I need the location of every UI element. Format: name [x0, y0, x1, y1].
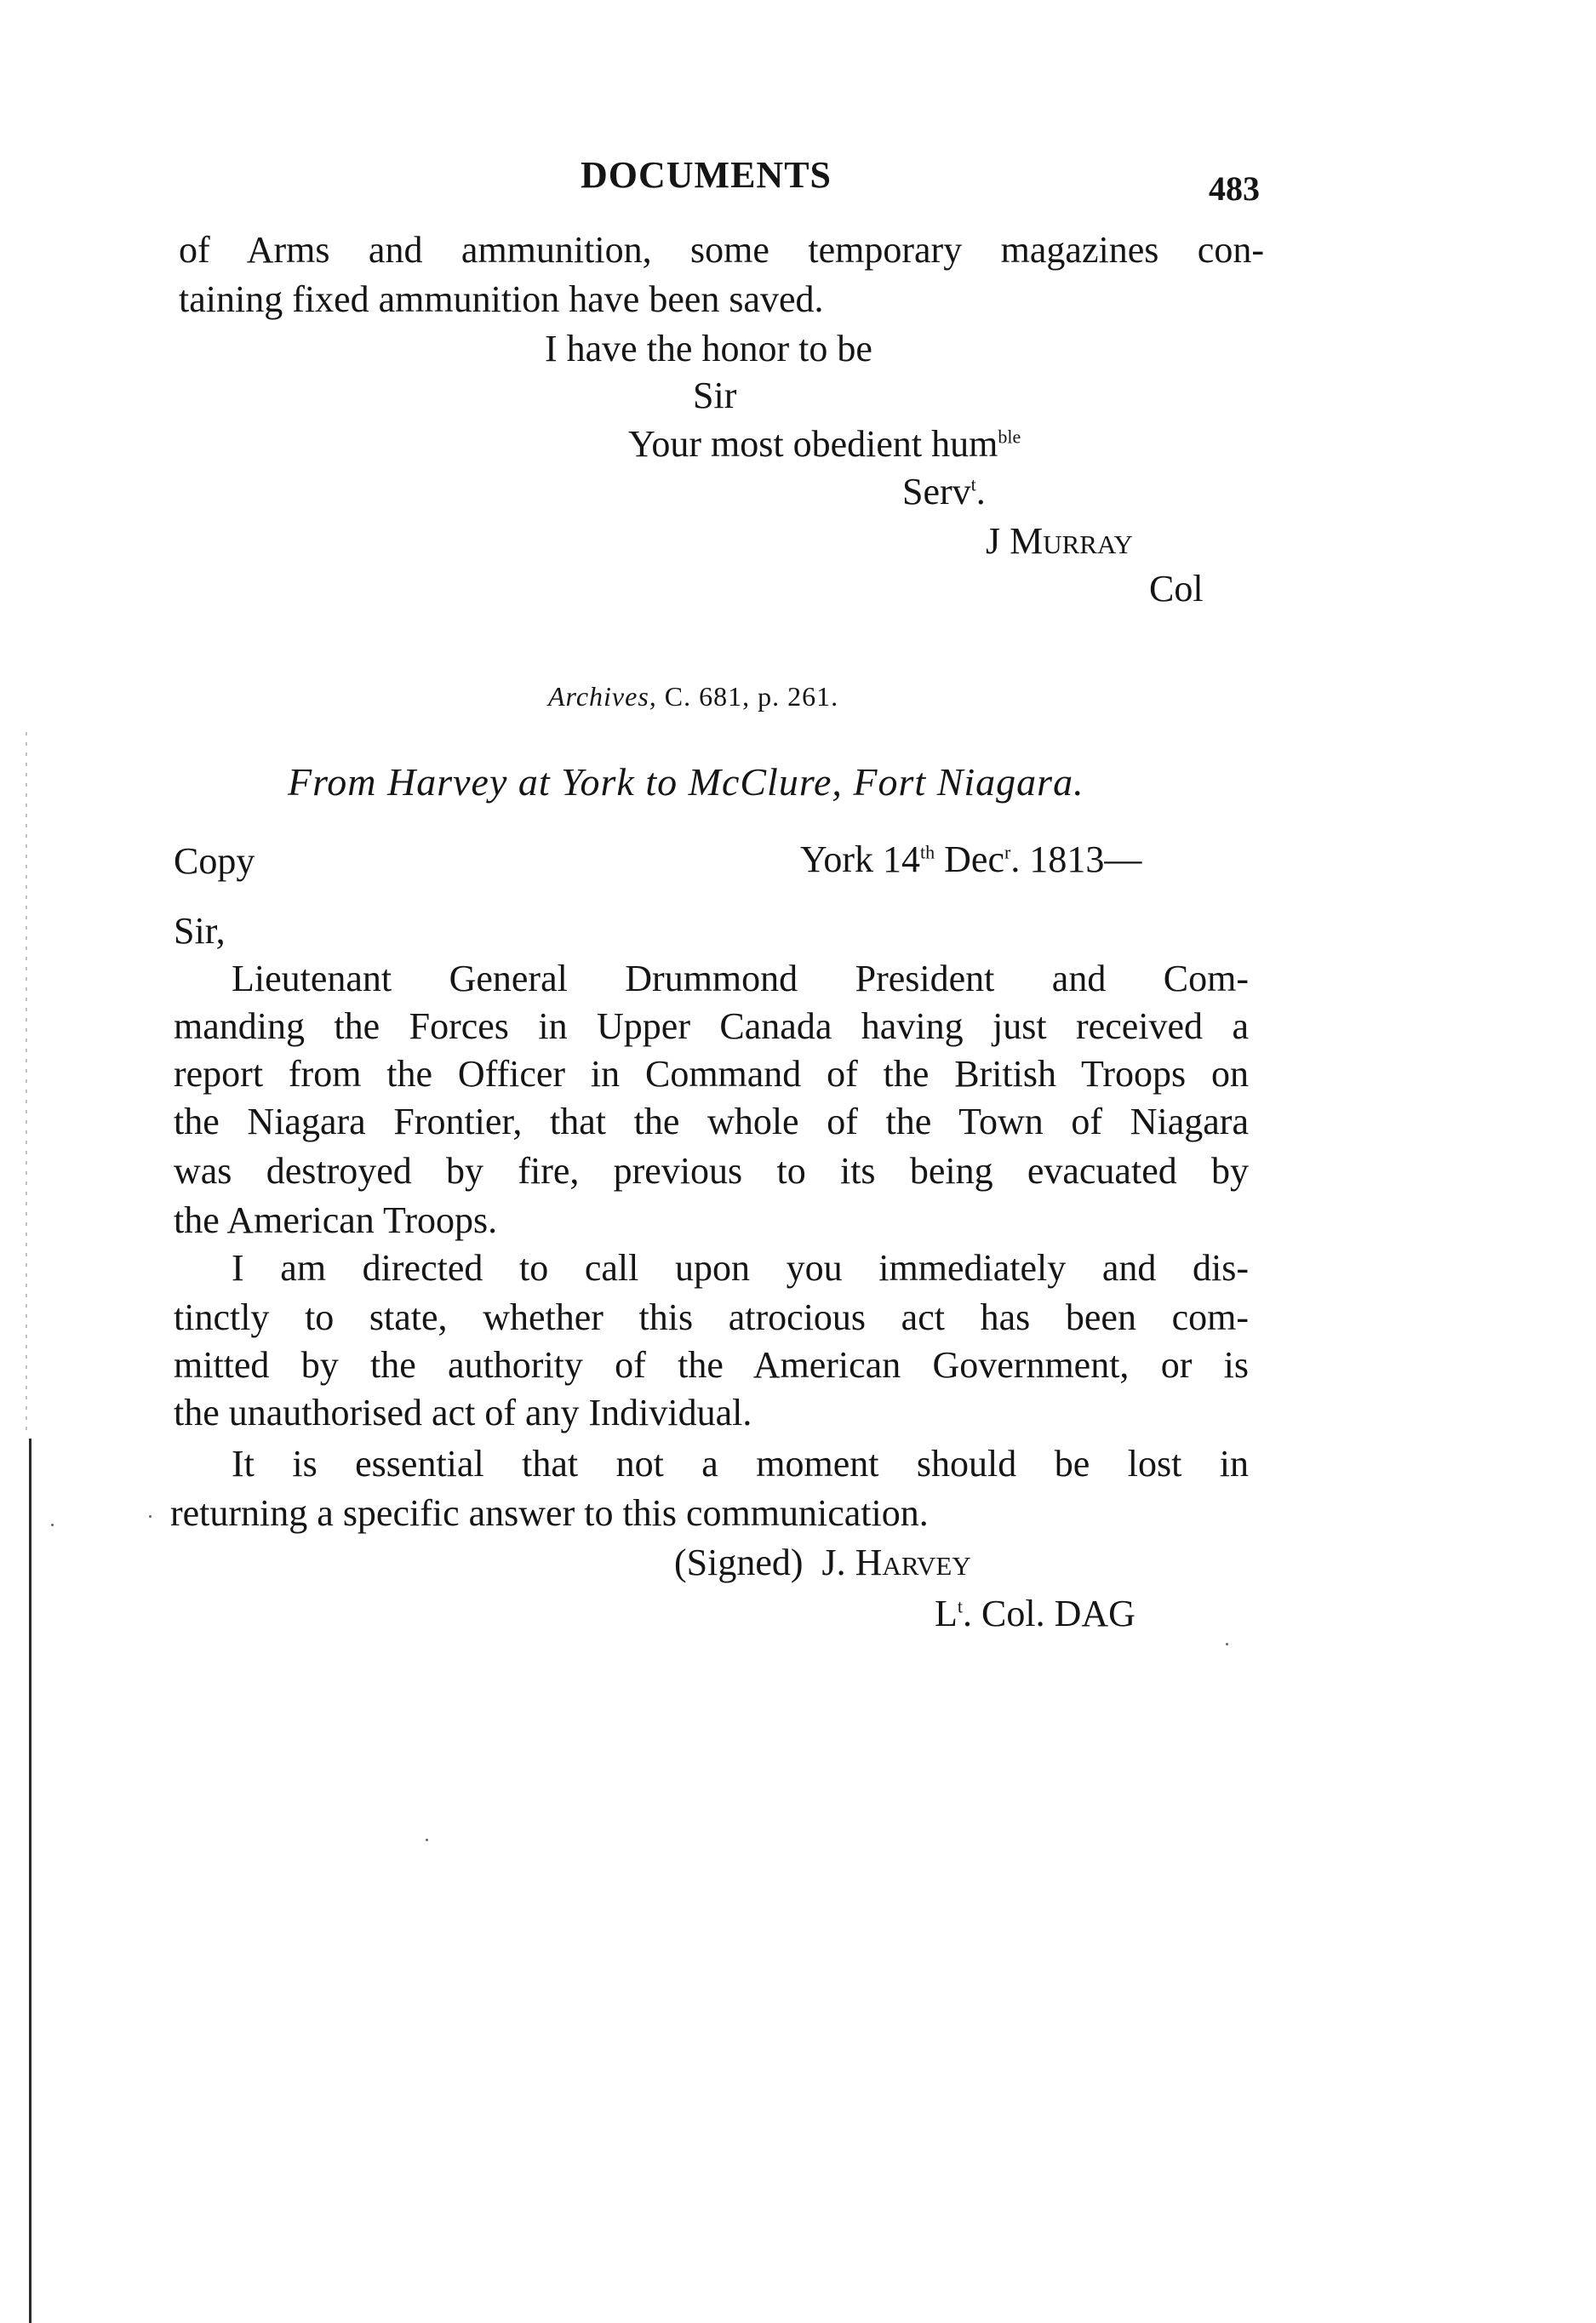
- signature-rank: Col: [1149, 568, 1204, 609]
- scan-speck: [426, 1839, 428, 1841]
- valediction-line: I have the honor to be: [545, 328, 872, 369]
- scan-speck: [51, 1524, 54, 1526]
- letter-date: York 14th Dec$^r$. 1813—: [800, 838, 1142, 880]
- paragraph-line: the American Troops.: [174, 1199, 498, 1241]
- valediction-sir: Sir: [693, 375, 737, 416]
- archive-source: Archives, C. 681, p. 261.: [548, 681, 839, 712]
- scan-speck: [1226, 1643, 1228, 1645]
- salutation: Sir,: [174, 910, 226, 952]
- paragraph-line: the Niagara Frontier, that the whole of the Town of Niagara: [174, 1101, 1249, 1142]
- scan-edge-dots: [26, 732, 27, 1430]
- paragraph-line: tinctly to state, whether this atrocious act has been com-: [174, 1296, 1249, 1338]
- paragraph-line: Lieutenant General Drummond President and Com-: [232, 958, 1249, 999]
- paragraph-line: returning a specific answer to this communication.: [170, 1492, 929, 1534]
- scan-speck: [149, 1515, 152, 1518]
- paragraph-line: manding the Forces in Upper Canada having just received a: [174, 1005, 1249, 1047]
- valediction-servant: Serv$^t$.: [902, 471, 986, 512]
- paragraph-line: It is essential that not a moment should be lost in: [232, 1443, 1249, 1485]
- paragraph-line: report from the Officer in Command of the British Troops on: [174, 1053, 1249, 1095]
- running-head: DOCUMENTS: [581, 154, 832, 196]
- paragraph-line: was destroyed by fire, previous to its being evacuated by: [174, 1150, 1249, 1192]
- text-line: taining fixed ammunition have been saved.: [179, 278, 824, 320]
- paragraph-line: the unauthorised act of any Individual.: [174, 1392, 752, 1433]
- paragraph-line: I am directed to call upon you immediately and dis-: [232, 1247, 1249, 1289]
- signature-harvey-rank: $L^t$. Col. DAG: [935, 1593, 1136, 1634]
- signature-harvey: (Signed) J. Harvey: [674, 1542, 971, 1583]
- text-line: of Arms and ammunition, some temporary magazines con-: [179, 229, 1264, 271]
- valediction-obedient: Your most obedient hum$^{ble}$: [628, 423, 1021, 465]
- copy-label: Copy: [174, 840, 255, 882]
- page-number: 483: [1209, 169, 1260, 208]
- paragraph-line: mitted by the authority of the American Government, or is: [174, 1344, 1249, 1386]
- document-title: From Harvey at York to McClure, Fort Niagara.: [288, 760, 1084, 804]
- page-edge-line: [29, 1439, 31, 2323]
- signature-murray: J Murray: [986, 520, 1133, 562]
